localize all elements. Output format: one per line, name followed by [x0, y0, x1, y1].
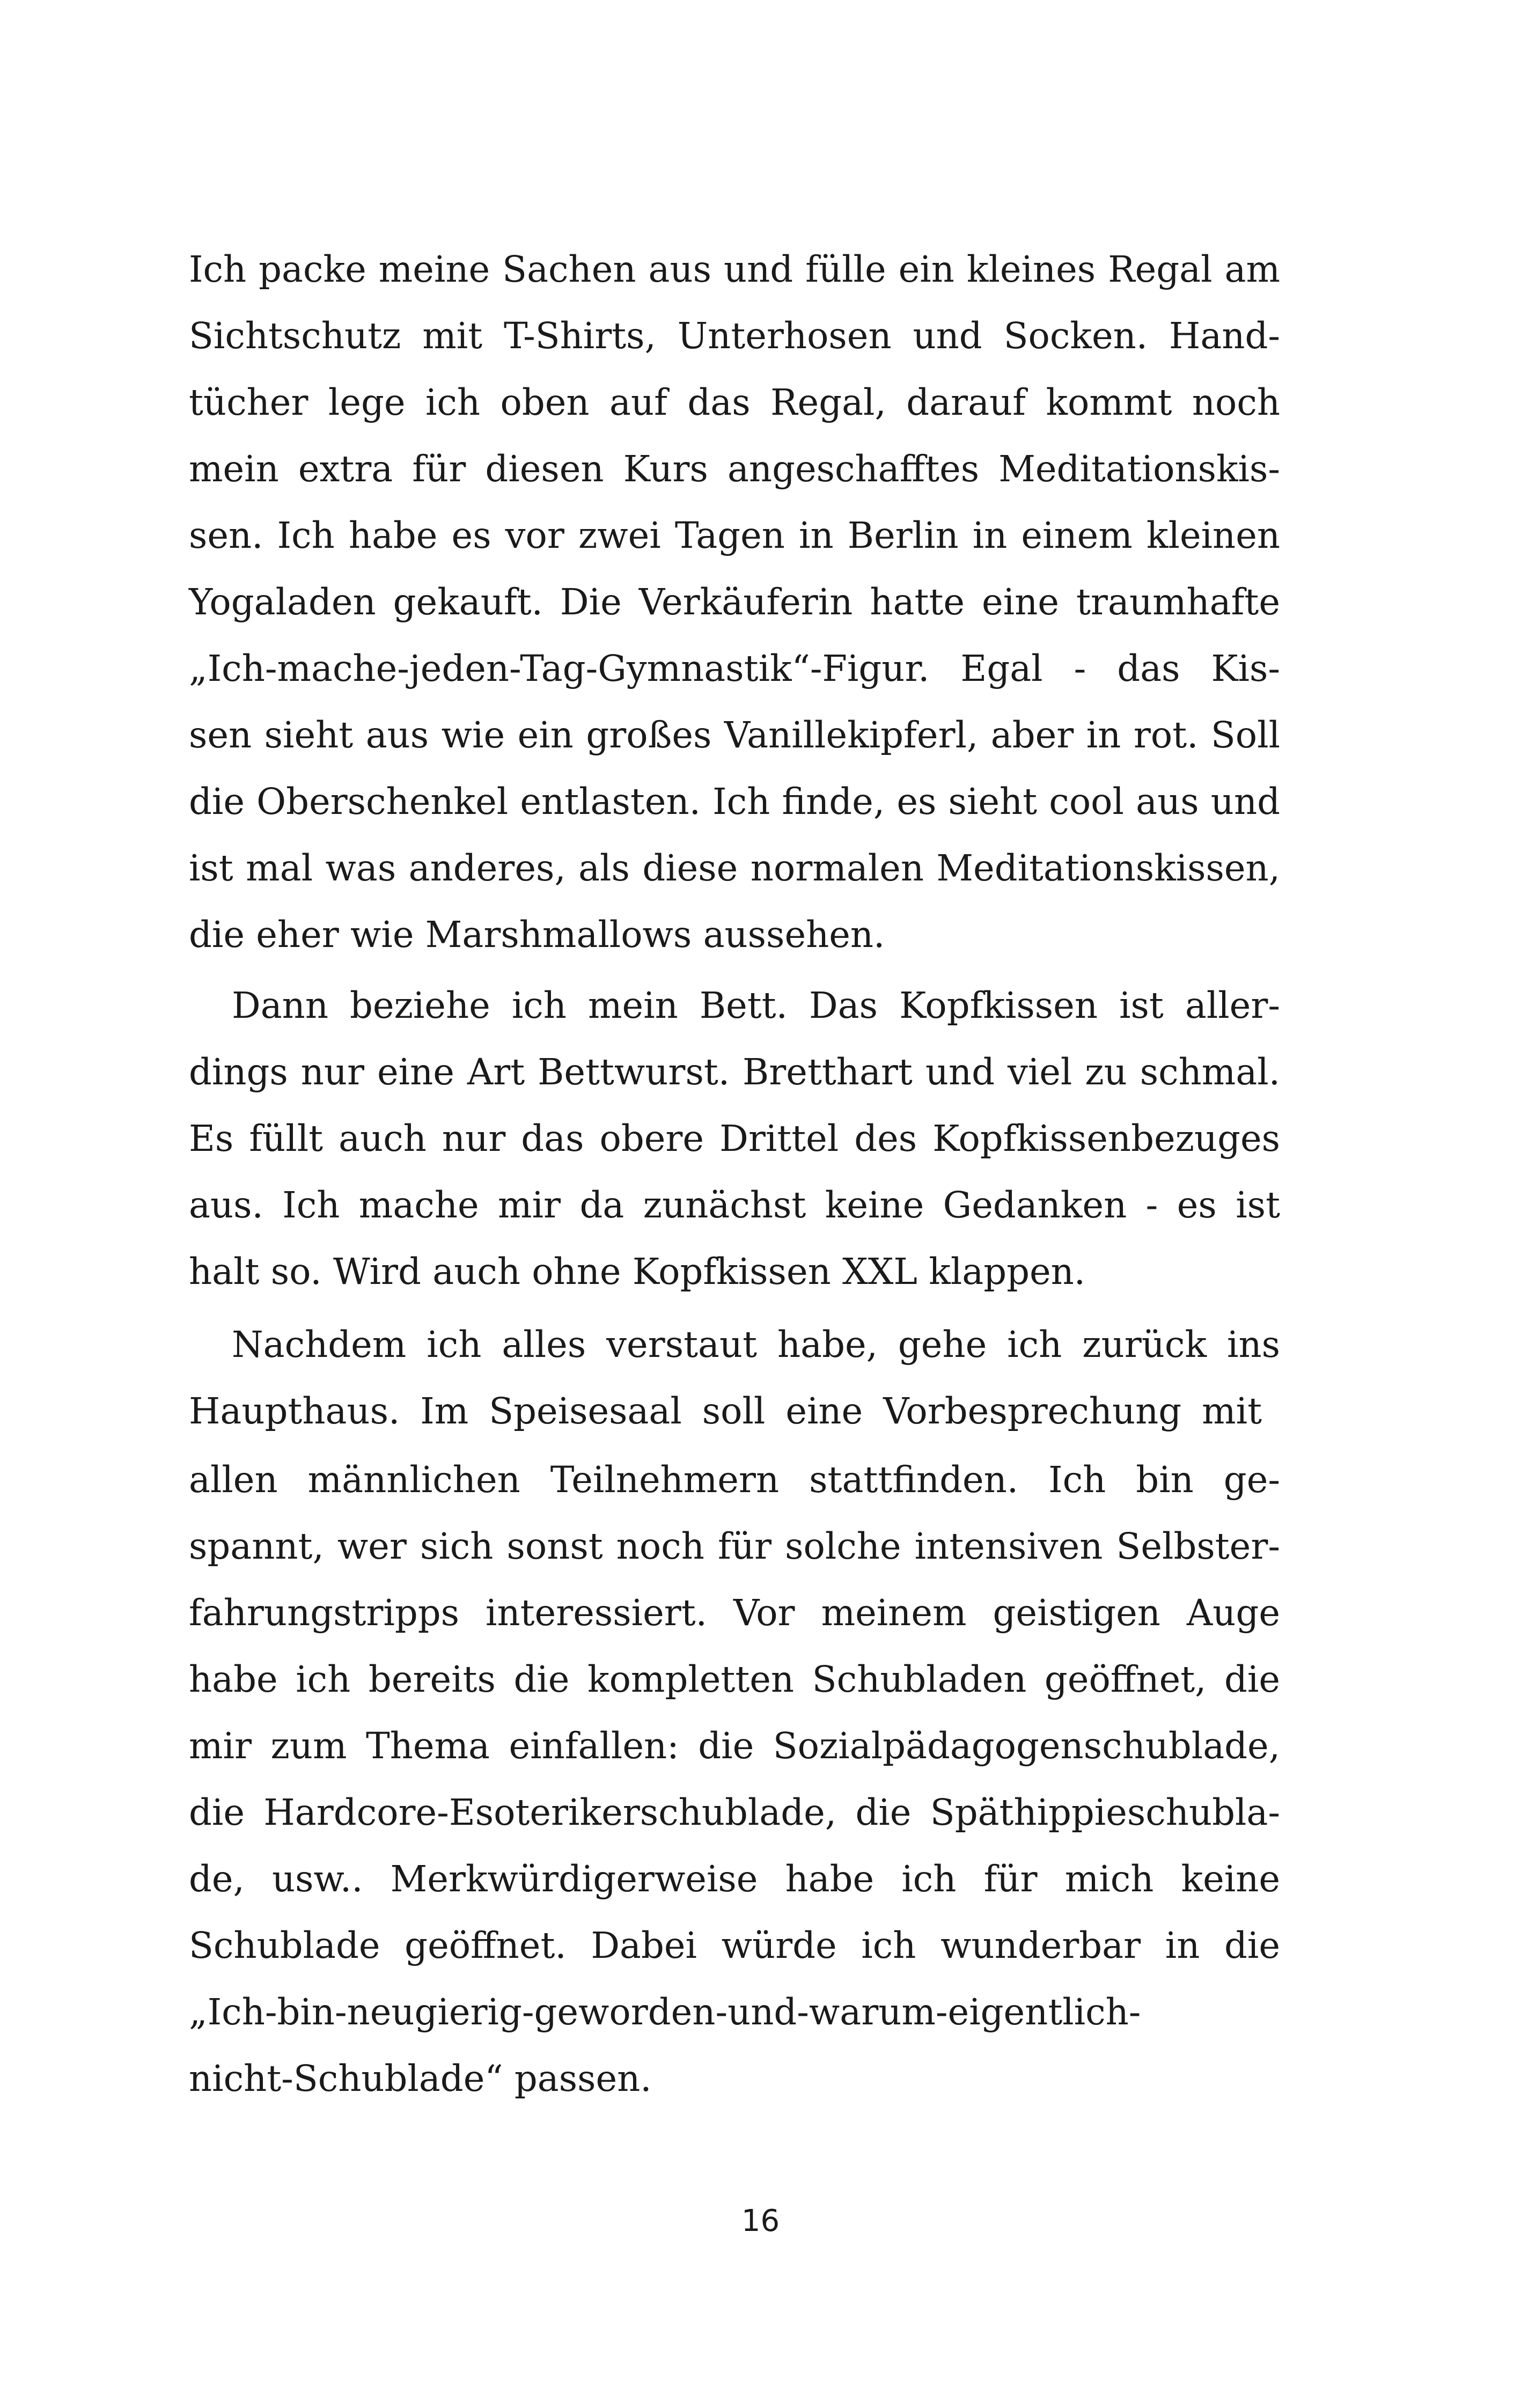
text-line: fahrungstripps interessiert. Vor meinem geistigen Auge	[189, 1592, 1280, 1634]
text-line: habe ich bereits die kompletten Schubladen geöffnet, die	[189, 1658, 1280, 1700]
text-line: Yogaladen gekauft. Die Verkäuferin hatte eine traumhafte	[189, 581, 1280, 623]
text-line: halt so. Wird auch ohne Kopfkissen XXL klappen.	[189, 1251, 1086, 1293]
text-line: mir zum Thema einfallen: die Sozialpädagogenschublade,	[189, 1725, 1280, 1767]
text-line: sen sieht aus wie ein großes Vanillekipferl, aber in rot. Soll	[189, 714, 1280, 756]
text-line: Es füllt auch nur das obere Drittel des Kopfkissenbezuges	[189, 1118, 1280, 1159]
text-line: tücher lege ich oben auf das Regal, darauf kommt noch	[189, 381, 1280, 423]
text-line: Haupthaus. Im Speisesaal soll eine Vorbesprechung mit	[189, 1390, 1262, 1432]
text-line: de, usw.. Merkwürdigerweise habe ich für mich keine	[189, 1858, 1280, 1900]
text-line: ist mal was anderes, als diese normalen Meditationskissen,	[189, 847, 1280, 889]
text-line: spannt, wer sich sonst noch für solche intensiven Selbster-	[189, 1525, 1280, 1567]
text-line: „Ich-bin-neugierig-geworden-und-warum-eigentlich-	[189, 1991, 1141, 2033]
text-line: die Hardcore-Esoterikerschublade, die Späthippieschubla-	[189, 1792, 1280, 1833]
text-line: nicht-Schublade“ passen.	[189, 2058, 652, 2099]
text-line: mein extra für diesen Kurs angeschafftes Meditationskis-	[189, 448, 1280, 490]
text-line: Ich packe meine Sachen aus und fülle ein kleines Regal am	[189, 248, 1280, 290]
text-line: sen. Ich habe es vor zwei Tagen in Berlin in einem kleinen	[189, 515, 1280, 556]
text-line: die Oberschenkel entlasten. Ich finde, es sieht cool aus und	[189, 781, 1280, 823]
text-line: aus. Ich mache mir da zunächst keine Gedanken - es ist	[189, 1184, 1280, 1226]
text-line: Dann beziehe ich mein Bett. Das Kopfkissen ist aller-	[232, 985, 1280, 1026]
text-line: allen männlichen Teilnehmern stattfinden. Ich bin ge-	[189, 1459, 1280, 1501]
text-line: Schublade geöffnet. Dabei würde ich wunderbar in die	[189, 1925, 1280, 1966]
text-line: „Ich-mache-jeden-Tag-Gymnastik“-Figur. Egal - das Kis-	[189, 648, 1280, 689]
text-line: Sichtschutz mit T-Shirts, Unterhosen und Socken. Hand-	[189, 315, 1280, 357]
text-line: Nachdem ich alles verstaut habe, gehe ich zurück ins	[232, 1324, 1280, 1365]
text-line: die eher wie Marshmallows aussehen.	[189, 914, 885, 956]
page-number: 16	[741, 2204, 780, 2238]
text-line: dings nur eine Art Bettwurst. Bretthart und viel zu schmal.	[189, 1051, 1280, 1093]
